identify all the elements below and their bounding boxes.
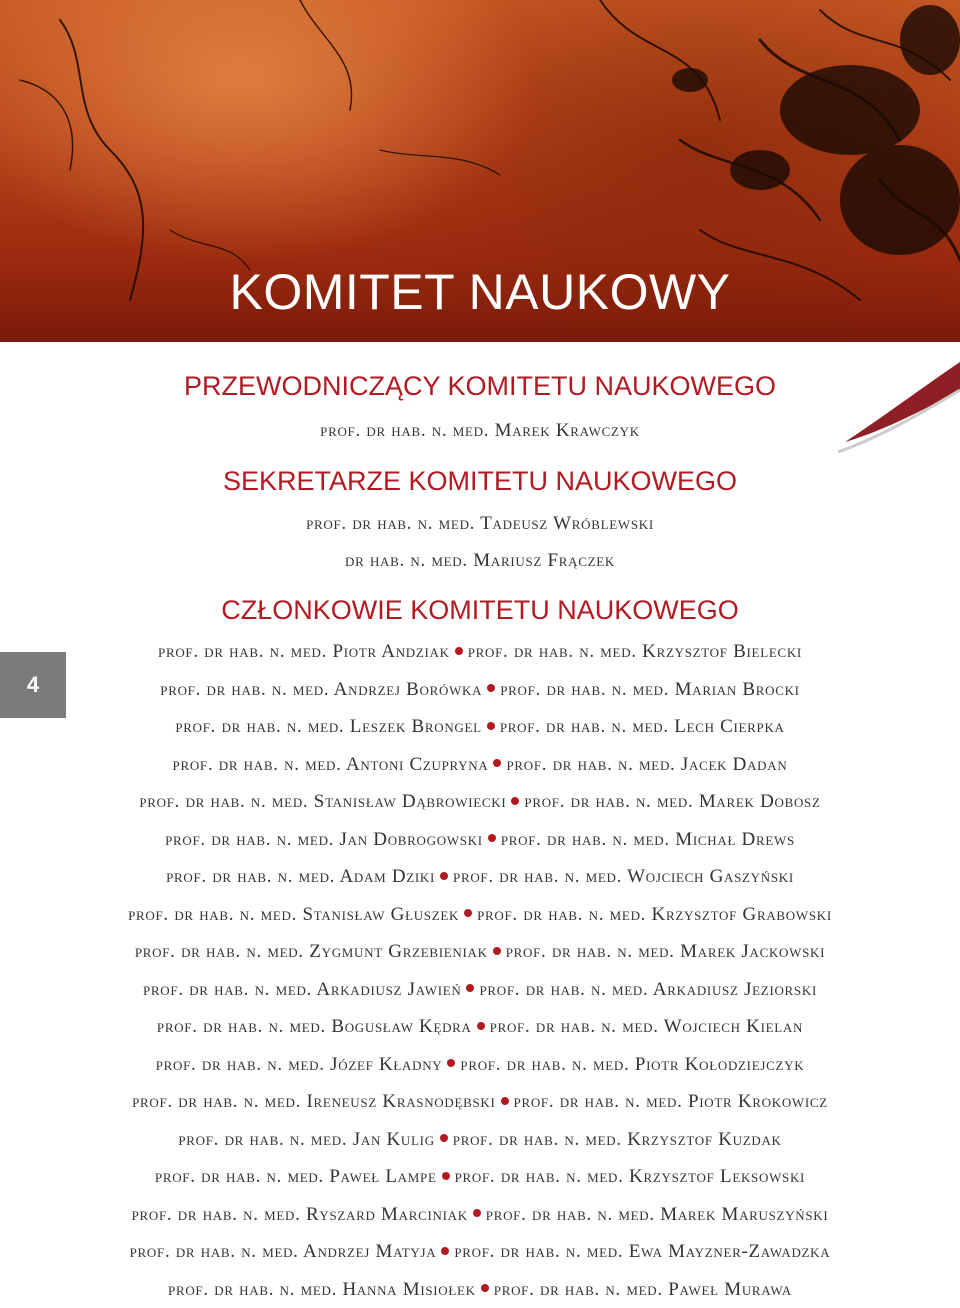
member-name: prof. dr hab. n. med. Zygmunt Grzebieniak [135, 941, 488, 962]
member-name: prof. dr hab. n. med. Ryszard Marciniak [132, 1204, 468, 1225]
member-row [0, 633, 960, 671]
member-name: prof. dr hab. n. med. Andrzej Borówka [160, 679, 482, 700]
bullet-separator-icon [441, 1247, 449, 1255]
bullet-separator-icon [493, 759, 501, 767]
member-name: prof. dr hab. n. med. Paweł Lampe [155, 1166, 437, 1187]
member-name: prof. dr hab. n. med. Adam Dziki [166, 866, 435, 887]
secretary-name: prof. dr hab. n. med. Tadeusz Wróblewski [0, 505, 960, 542]
bullet-separator-icon [487, 684, 495, 692]
chair-heading: PRZEWODNICZĄCY KOMITETU NAUKOWEGO [0, 360, 960, 412]
bullet-separator-icon [511, 797, 519, 805]
chair-name: prof. dr hab. n. med. Marek Krawczyk [0, 412, 960, 449]
bullet-separator-icon [466, 984, 474, 992]
member-row [0, 1121, 960, 1159]
bullet-separator-icon [440, 1134, 448, 1142]
member-name: prof. dr hab. n. med. Jan Dobrogowski [165, 829, 483, 850]
member-name: prof. dr hab. n. med. Bogusław Kędra [157, 1016, 472, 1037]
member-name: prof. dr hab. n. med. Arkadiusz Jeziorski [479, 979, 817, 1000]
member-row [0, 1233, 960, 1271]
bullet-separator-icon [473, 1209, 481, 1217]
bullet-separator-icon [440, 872, 448, 880]
member-name: prof. dr hab. n. med. Krzysztof Leksowski [455, 1166, 806, 1187]
member-row [0, 1046, 960, 1084]
bullet-separator-icon [455, 647, 463, 655]
member-name: prof. dr hab. n. med. Piotr Krokowicz [514, 1091, 828, 1112]
header-banner [0, 0, 960, 342]
secretaries-heading: SEKRETARZE KOMITETU NAUKOWEGO [0, 449, 960, 505]
member-name: prof. dr hab. n. med. Paweł Murawa [494, 1279, 792, 1300]
member-row [0, 821, 960, 859]
member-name: prof. dr hab. n. med. Marian Brocki [500, 679, 799, 700]
bullet-separator-icon [477, 1022, 485, 1030]
member-row [0, 1158, 960, 1196]
member-name: prof. dr hab. n. med. Józef Kładny [156, 1054, 443, 1075]
member-name: prof. dr hab. n. med. Krzysztof Bielecki [468, 641, 802, 662]
member-row [0, 1271, 960, 1308]
member-name: prof. dr hab. n. med. Marek Jackowski [506, 941, 825, 962]
member-name: prof. dr hab. n. med. Wojciech Gaszyński [453, 866, 794, 887]
members-heading: CZŁONKOWIE KOMITETU NAUKOWEGO [0, 579, 960, 633]
committee-list [0, 360, 960, 1308]
member-name: prof. dr hab. n. med. Stanisław Głuszek [128, 904, 459, 925]
bullet-separator-icon [487, 722, 495, 730]
secretary-name: dr hab. n. med. Mariusz Frączek [0, 542, 960, 579]
member-name: prof. dr hab. n. med. Marek Dobosz [524, 791, 820, 812]
member-name: prof. dr hab. n. med. Stanisław Dąbrowiecki [139, 791, 506, 812]
member-name: prof. dr hab. n. med. Lech Cierpka [500, 716, 785, 737]
member-row [0, 746, 960, 784]
member-name: prof. dr hab. n. med. Ireneusz Krasnodębski [132, 1091, 495, 1112]
member-row [0, 858, 960, 896]
member-name: prof. dr hab. n. med. Krzysztof Grabowski [477, 904, 832, 925]
page-title: KOMITET NAUKOWY [0, 262, 960, 322]
member-row [0, 896, 960, 934]
member-name: prof. dr hab. n. med. Antoni Czupryna [173, 754, 489, 775]
members-list [0, 633, 960, 1308]
member-name: prof. dr hab. n. med. Hanna Misiołek [168, 1279, 476, 1300]
bullet-separator-icon [481, 1284, 489, 1292]
member-name: prof. dr hab. n. med. Arkadiusz Jawień [143, 979, 461, 1000]
member-name: prof. dr hab. n. med. Wojciech Kielan [490, 1016, 803, 1037]
page-number-tab: 4 [0, 652, 66, 718]
bullet-separator-icon [488, 834, 496, 842]
bullet-separator-icon [493, 947, 501, 955]
member-name: prof. dr hab. n. med. Piotr Andziak [158, 641, 450, 662]
member-row [0, 1008, 960, 1046]
bullet-separator-icon [464, 909, 472, 917]
member-row [0, 671, 960, 709]
member-name: prof. dr hab. n. med. Leszek Brongel [175, 716, 481, 737]
member-name: prof. dr hab. n. med. Michał Drews [501, 829, 795, 850]
member-row [0, 971, 960, 1009]
member-name: prof. dr hab. n. med. Jacek Dadan [506, 754, 787, 775]
member-row [0, 783, 960, 821]
member-row [0, 1196, 960, 1234]
member-row [0, 933, 960, 971]
member-name: prof. dr hab. n. med. Ewa Mayzner-Zawadzka [454, 1241, 830, 1262]
bullet-separator-icon [501, 1097, 509, 1105]
bullet-separator-icon [442, 1172, 450, 1180]
bullet-separator-icon [447, 1059, 455, 1067]
member-name: prof. dr hab. n. med. Krzysztof Kuzdak [453, 1129, 782, 1150]
member-row [0, 1083, 960, 1121]
member-name: prof. dr hab. n. med. Jan Kulig [178, 1129, 434, 1150]
member-name: prof. dr hab. n. med. Piotr Kołodziejczyk [460, 1054, 804, 1075]
member-name: prof. dr hab. n. med. Marek Maruszyński [486, 1204, 829, 1225]
member-row [0, 708, 960, 746]
member-name: prof. dr hab. n. med. Andrzej Matyja [130, 1241, 437, 1262]
